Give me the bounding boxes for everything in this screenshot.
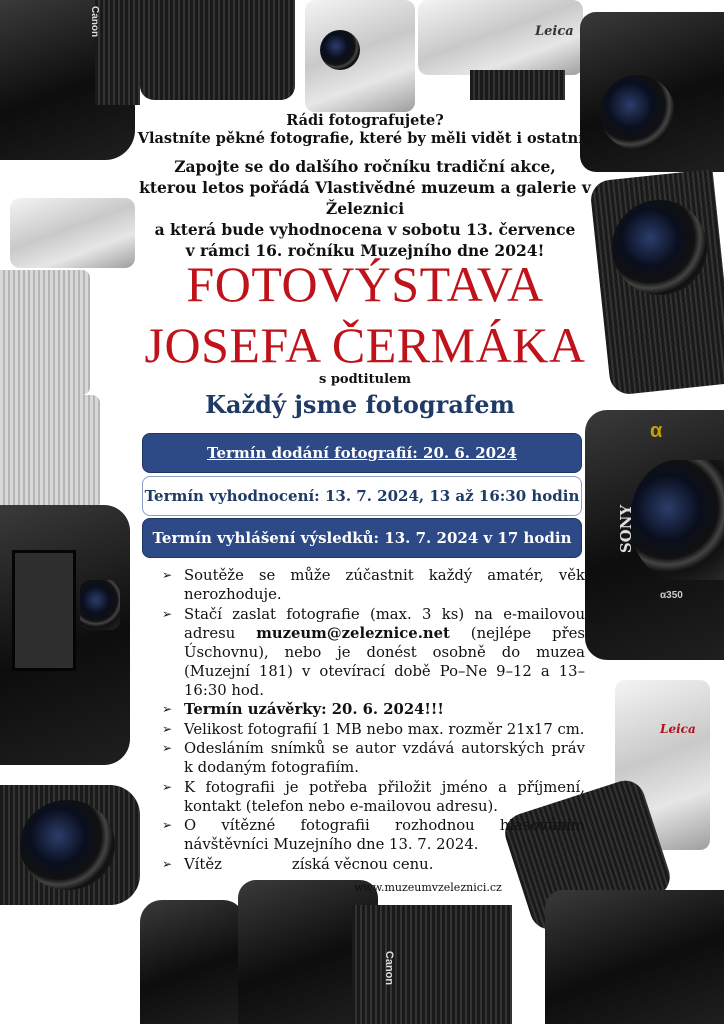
intro-questions xyxy=(130,112,600,148)
subtitle: Každý jsme fotografem xyxy=(205,390,515,419)
intro-line-4: kterou letos pořádá Vlastivědné muzeum a galerie v Železnici xyxy=(139,178,591,218)
sony-alpha-logo: α xyxy=(650,420,663,442)
sony-logo: SONY xyxy=(617,504,635,554)
rule-item: ➢ Velikost fotografií 1 MB nebo max. rozměr 21x17 cm. xyxy=(162,720,585,738)
canon-lens-barrel-image xyxy=(352,905,512,1024)
instant-camera-lens-image xyxy=(600,75,675,150)
leica-logo: Leica xyxy=(535,24,574,39)
rule-item: ➢ Vítěz získá věcnou cenu. xyxy=(162,855,434,873)
canon-logo: Canon xyxy=(89,6,100,38)
rule-item: ➢ Stačí zaslat fotografie (max. 3 ks) na e-mailovou adresu muzeum@zeleznice.net (nejlépe přes Úschovnu), nebo je donést osobně do muzea (Muzejní 181) v otevírací době Po–Ne 9–12 a 13–16:30 hod. xyxy=(162,605,585,699)
arrow-bullet-icon: ➢ xyxy=(162,856,173,871)
delivery-date-bar xyxy=(142,433,582,473)
silver-lens-barrel-image xyxy=(0,395,100,510)
rule-item: ➢ Odesláním snímků se autor vzdává autorských práv k dodaným fotografiím. xyxy=(162,740,585,776)
evaluation-date-text: Termín vyhodnocení: 13. 7. 2024, 13 až 16:30 hodin xyxy=(144,487,580,505)
rule-item: ➢ K fotografii je potřeba přiložit jméno a příjmení, kontakt (telefon nebo e-mailovou adresu). xyxy=(162,778,585,815)
arrow-bullet-icon: ➢ xyxy=(162,818,173,832)
results-date-bar xyxy=(142,518,582,558)
main-title-line-1: FOTOVÝSTAVA xyxy=(186,256,544,312)
website-link[interactable]: www.muzeumvzeleznici.cz xyxy=(354,881,502,894)
sony-lens-image xyxy=(630,460,724,580)
sony-model-label: α350 xyxy=(660,590,683,601)
lens-front-bottom-left-image xyxy=(20,800,115,890)
rule-item: ➢ Termín uzávěrky: 20. 6. 2024!!! xyxy=(162,701,444,718)
dslr-top-bottom-left-image xyxy=(140,900,245,1024)
arrow-bullet-icon: ➢ xyxy=(162,606,173,621)
intro-line-3: Zapojte se do dalšího ročníku tradiční akce, xyxy=(174,157,556,176)
intro-line-6: v rámci 16. ročníku Muzejního dne 2024! xyxy=(185,241,545,260)
intro-line-2: Vlastníte pěkné fotografie, které by měli vidět i ostatní? xyxy=(137,130,593,147)
main-title-line-2: JOSEFA ČERMÁKA xyxy=(144,317,586,373)
lens-barrel-image xyxy=(470,70,565,100)
compact-lens-image xyxy=(320,30,360,70)
canon-logo: Canon xyxy=(383,950,396,986)
arrow-bullet-icon: ➢ xyxy=(162,702,173,716)
subtitle-label: s podtitulem xyxy=(318,372,412,387)
results-date-text: Termín vyhlášení výsledků: 13. 7. 2024 v 17 hodin xyxy=(152,529,572,547)
arrow-bullet-icon: ➢ xyxy=(162,721,173,736)
rule-item: ➢ Soutěže se může zúčastnit každý amatér, věk nerozhoduje. xyxy=(162,567,585,603)
silver-lens-barrel-image xyxy=(0,270,90,395)
delivery-date-text: Termín dodání fotografií: 20. 6. 2024 xyxy=(207,444,517,462)
leica-logo: Leica xyxy=(660,722,696,736)
cinema-camera-image xyxy=(545,890,724,1024)
arrow-bullet-icon: ➢ xyxy=(162,741,173,755)
intro-invitation xyxy=(130,156,600,261)
dslr-screen-image xyxy=(12,550,76,671)
intro-line-1: Rádi fotografujete? xyxy=(286,112,444,129)
contact-email[interactable]: muzeum@zeleznice.net xyxy=(256,624,450,642)
rules-list xyxy=(160,566,585,874)
lens-barrel-image xyxy=(140,0,295,100)
evaluation-date-bar xyxy=(142,476,582,516)
intro-line-5: a která bude vyhodnocena v sobotu 13. července xyxy=(154,220,576,239)
arrow-bullet-icon: ➢ xyxy=(162,779,173,794)
rule-item: ➢ O vítězné fotografii rozhodnou hlasováním návštěvníci Muzejního dne 13. 7. 2024. xyxy=(162,817,585,853)
lens-barrel-image xyxy=(95,0,140,105)
arrow-bullet-icon: ➢ xyxy=(162,568,173,582)
dslr-viewfinder-image xyxy=(80,580,120,630)
